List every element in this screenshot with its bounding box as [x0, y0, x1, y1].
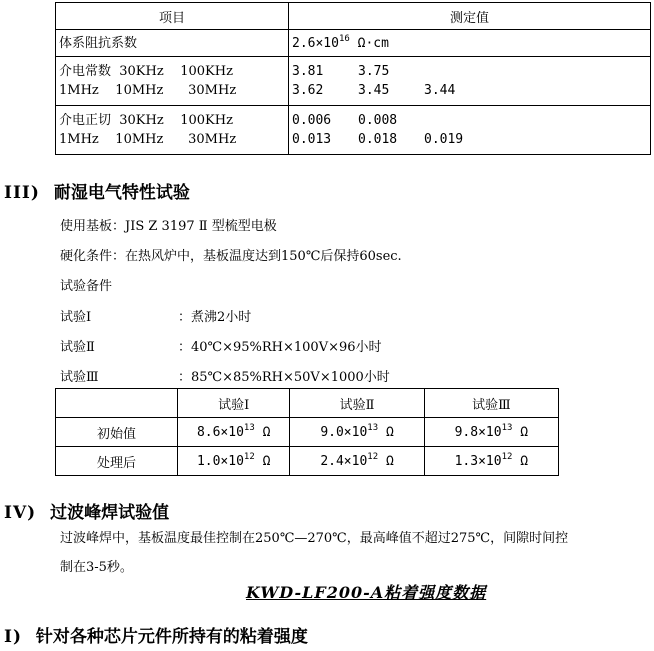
curing-line: 硬化条件：在热风炉中，基板温度达到150℃后保持60sec.	[60, 249, 402, 264]
table2-header-blank	[56, 389, 178, 418]
row-value: $2.6\times 10^{16}$ Ω·cm	[289, 30, 651, 57]
table-row	[56, 418, 559, 447]
test2-desc: ：40℃×95%RH×100V×96小时	[178, 340, 382, 355]
section4-heading: IV) 过波峰焊试验值	[4, 503, 170, 523]
test3-desc: ：85℃×85%RH×50V×1000小时	[178, 370, 390, 385]
table-row	[56, 447, 559, 476]
row-label: 处理后	[56, 447, 178, 476]
cell-value: $1.3\times 10^{12}$ Ω	[424, 447, 558, 476]
row-label: 介电常数 30KHz 100KHz 1MHz 10MHz 30MHz	[56, 57, 289, 106]
row-label: 介电正切 30KHz 100KHz 1MHz 10MHz 30MHz	[56, 106, 289, 155]
humidity-results-table	[55, 388, 559, 476]
table1-header-value: 测定值	[289, 3, 651, 30]
table-row	[56, 57, 651, 106]
document-title: KWD-LF200-A粘着强度数据	[246, 583, 487, 602]
table2-header-test2: 试验Ⅱ	[290, 389, 424, 418]
test-conditions-label: 试验备件	[60, 279, 113, 294]
cell-value: $8.6\times 10^{13}$ Ω	[177, 418, 289, 447]
table-row	[56, 30, 651, 57]
substrate-line: 使用基板：JIS Z 3197 Ⅱ 型梳型电极	[60, 219, 277, 234]
cell-value: $9.8\times 10^{13}$ Ω	[424, 418, 558, 447]
table-row	[56, 106, 651, 155]
cell-value: $9.0\times 10^{13}$ Ω	[290, 418, 424, 447]
row-label: 体系阻抗系数	[56, 30, 289, 57]
test2-name: 试验Ⅱ	[60, 340, 95, 355]
properties-table	[55, 2, 651, 155]
wave-solder-line-2: 制在3-5秒。	[60, 560, 133, 575]
wave-solder-line-1: 过波峰焊中，基板温度最佳控制在250℃—270℃，最高峰值不超过275℃，间隙时间控	[60, 531, 569, 546]
row-value: 0.006 0.008 0.013 0.018 0.019	[289, 106, 651, 155]
row-value: 3.81 3.75 3.62 3.45 3.44	[289, 57, 651, 106]
test3-name: 试验Ⅲ	[60, 370, 99, 385]
cell-value: $1.0\times 10^{12}$ Ω	[177, 447, 289, 476]
table1-header-item: 项目	[56, 3, 289, 30]
test1-desc: ：煮沸2小时	[178, 310, 252, 325]
section3-heading: III) 耐湿电气特性试验	[4, 183, 190, 203]
section1-heading: Ⅰ) 针对各种芯片元件所持有的粘着强度	[4, 627, 308, 647]
table2-header-test3: 试验Ⅲ	[424, 389, 558, 418]
test1-name: 试验Ⅰ	[60, 310, 92, 325]
row-label: 初始值	[56, 418, 178, 447]
cell-value: $2.4\times 10^{12}$ Ω	[290, 447, 424, 476]
table2-header-test1: 试验Ⅰ	[177, 389, 289, 418]
